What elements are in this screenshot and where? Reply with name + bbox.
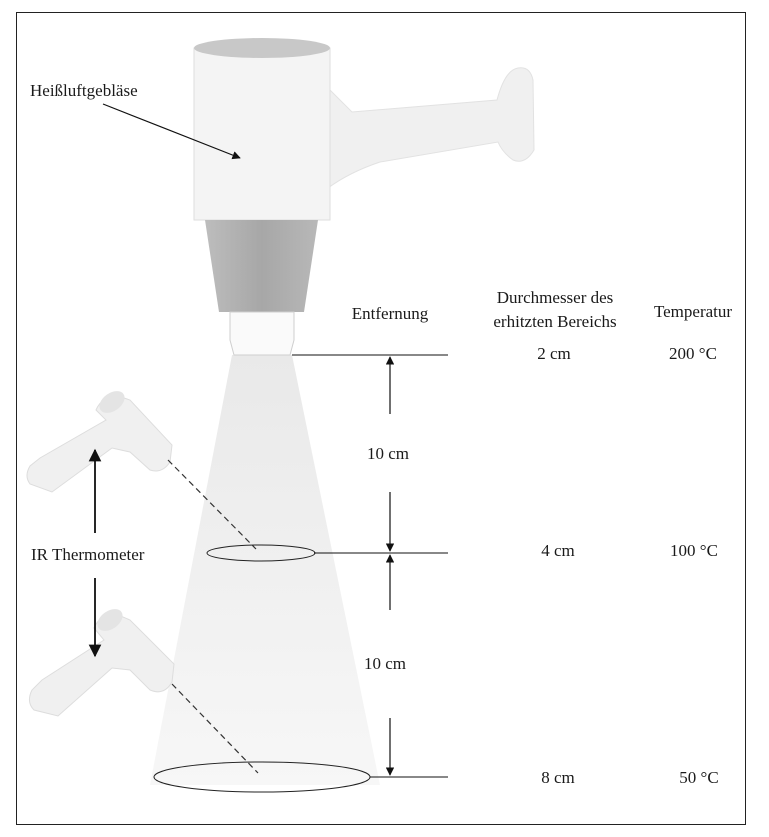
distance-value-2: 10 cm xyxy=(363,654,407,673)
ir-thermometer-upper-illustration xyxy=(27,387,172,492)
diameter-value-2: 4 cm xyxy=(541,541,575,560)
temperature-value-3: 50 °C xyxy=(679,768,719,787)
temperature-value-1: 200 °C xyxy=(669,344,717,363)
header-temperature: Temperatur xyxy=(653,302,733,321)
ir-thermometer-label: IR Thermometer xyxy=(31,545,145,564)
diameter-value-3: 8 cm xyxy=(541,768,575,787)
ir-thermometer-lower-illustration xyxy=(29,605,174,716)
header-diameter-line1: Durchmesser des xyxy=(496,288,614,307)
hot-air-beam xyxy=(150,355,380,785)
header-distance: Entfernung xyxy=(351,304,429,323)
header-diameter-line2: erhitzten Bereichs xyxy=(493,312,617,331)
temperature-value-2: 100 °C xyxy=(670,541,718,560)
diameter-value-1: 2 cm xyxy=(537,344,571,363)
heat-gun-label: Heißluftgebläse xyxy=(30,81,138,100)
distance-value-1: 10 cm xyxy=(366,444,410,463)
